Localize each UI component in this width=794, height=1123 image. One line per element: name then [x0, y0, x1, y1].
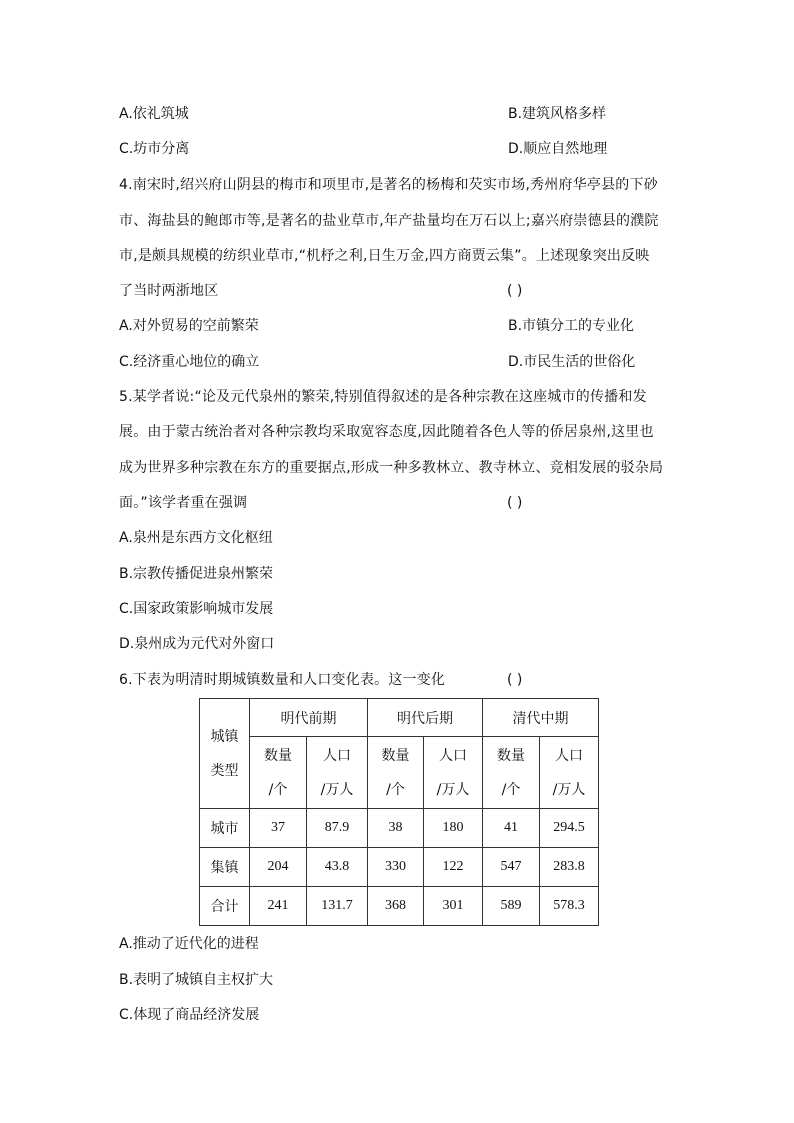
- subheader-population: [540, 737, 599, 809]
- table-row: [200, 809, 599, 848]
- q6-option-c: C.体现了商品经济发展: [119, 1007, 260, 1023]
- table-cell: 204: [250, 848, 307, 887]
- subheader-count: [368, 737, 424, 809]
- q5-option-b: B.宗教传播促进泉州繁荣: [119, 566, 274, 582]
- subheader-count-line-2: /个: [268, 781, 288, 798]
- subheader-count: [483, 737, 540, 809]
- q5-stem-line-2: 展。由于蒙古统治者对各种宗教均采取宽容态度,因此随着各色人等的侨居泉州,这里也: [119, 424, 654, 440]
- table-cell: 578.3: [540, 887, 599, 926]
- subheader-count-line-1: 数量: [381, 747, 410, 764]
- subheader-population-line-2: /万人: [436, 781, 470, 798]
- q5-option-d: D.泉州成为元代对外窗口: [119, 636, 275, 652]
- q5-option-a: A.泉州是东西方文化枢纽: [119, 530, 273, 546]
- q4-stem-line-3: 市,是颇具规模的纺织业草市,“机杼之利,日生万金,四方商贾云集”。上述现象突出反映: [119, 248, 650, 264]
- subheader-population: [307, 737, 368, 809]
- table-cell: 41: [483, 809, 540, 848]
- subheader-count-line-2: /个: [386, 781, 405, 798]
- table-cell: 368: [368, 887, 424, 926]
- table-cell: 38: [368, 809, 424, 848]
- table-cell: 87.9: [307, 809, 368, 848]
- table-cell: 37: [250, 809, 307, 848]
- table-row: [200, 848, 599, 887]
- table-cell: 241: [250, 887, 307, 926]
- subheader-count-line-2: /个: [501, 781, 521, 798]
- subheader-count-line-1: 数量: [264, 747, 292, 764]
- q4-option-a: A.对外贸易的空前繁荣: [119, 318, 259, 334]
- subheader-population-line-2: /万人: [320, 781, 354, 798]
- q5-answer-parens: ( ): [507, 495, 523, 511]
- table-cell: 180: [424, 809, 483, 848]
- q6-stem: 6.下表为明清时期城镇数量和人口变化表。这一变化: [119, 672, 446, 688]
- q3-option-a: A.依礼筑城: [119, 106, 189, 122]
- table-cell: 301: [424, 887, 483, 926]
- table-header-row: [200, 699, 599, 737]
- q4-option-b: B.市镇分工的专业化: [508, 318, 635, 334]
- subheader-population-line-1: 人口: [323, 747, 351, 764]
- q4-stem-line-2: 市、海盐县的鲍郎市等,是著名的盐业草市,年产盐量均在万石以上;嘉兴府崇德县的濮院: [119, 213, 659, 229]
- period-header-ming-early: 明代前期: [250, 699, 368, 737]
- row-type-label: 城市: [200, 809, 250, 848]
- q3-option-c: C.坊市分离: [119, 141, 190, 157]
- q6-answer-parens: ( ): [507, 672, 523, 688]
- q3-option-b: B.建筑风格多样: [508, 106, 607, 122]
- corner-label-line-1: 城镇: [210, 728, 239, 745]
- q5-stem-line-1: 5.某学者说:“论及元代泉州的繁荣,特别值得叙述的是各种宗教在这座城市的传播和发: [119, 389, 647, 405]
- table-cell: 131.7: [307, 887, 368, 926]
- subheader-population-line-2: /万人: [552, 781, 586, 798]
- subheader-population-line-1: 人口: [439, 747, 467, 764]
- q6-option-b: B.表明了城镇自主权扩大: [119, 972, 274, 988]
- population-table: [199, 698, 599, 926]
- table-cell: 330: [368, 848, 424, 887]
- q4-option-d: D.市民生活的世俗化: [508, 354, 636, 370]
- q4-answer-parens: ( ): [507, 283, 523, 299]
- q5-stem-line-4: 面。”该学者重在强调: [119, 495, 248, 511]
- q5-stem-line-3: 成为世界多种宗教在东方的重要据点,形成一种多教林立、教寺林立、竞相发展的驳杂局: [119, 460, 664, 476]
- period-header-qing-mid: 清代中期: [483, 699, 599, 737]
- table-cell: 43.8: [307, 848, 368, 887]
- table-corner-cell: [200, 699, 250, 809]
- q4-stem-line-1: 4.南宋时,绍兴府山阴县的梅市和项里市,是著名的杨梅和芡实市场,秀州府华亭县的下砂: [119, 177, 658, 193]
- subheader-population: [424, 737, 483, 809]
- table-cell: 589: [483, 887, 540, 926]
- table-cell: 294.5: [540, 809, 599, 848]
- period-header-ming-late: 明代后期: [368, 699, 483, 737]
- subheader-population-line-1: 人口: [555, 747, 583, 764]
- q5-option-c: C.国家政策影响城市发展: [119, 601, 274, 617]
- row-type-label: 合计: [200, 887, 250, 926]
- subheader-count-line-1: 数量: [497, 747, 525, 764]
- q4-stem-line-4: 了当时两浙地区: [119, 283, 219, 299]
- subheader-count: [250, 737, 307, 809]
- table-cell: 283.8: [540, 848, 599, 887]
- table-row: [200, 887, 599, 926]
- q4-option-c: C.经济重心地位的确立: [119, 354, 260, 370]
- q3-option-d: D.顺应自然地理: [508, 141, 608, 157]
- q6-option-a: A.推动了近代化的进程: [119, 936, 259, 952]
- row-type-label: 集镇: [200, 848, 250, 887]
- table-cell: 547: [483, 848, 540, 887]
- table-cell: 122: [424, 848, 483, 887]
- corner-label-line-2: 类型: [210, 762, 239, 779]
- table-subheader-row: [200, 737, 599, 809]
